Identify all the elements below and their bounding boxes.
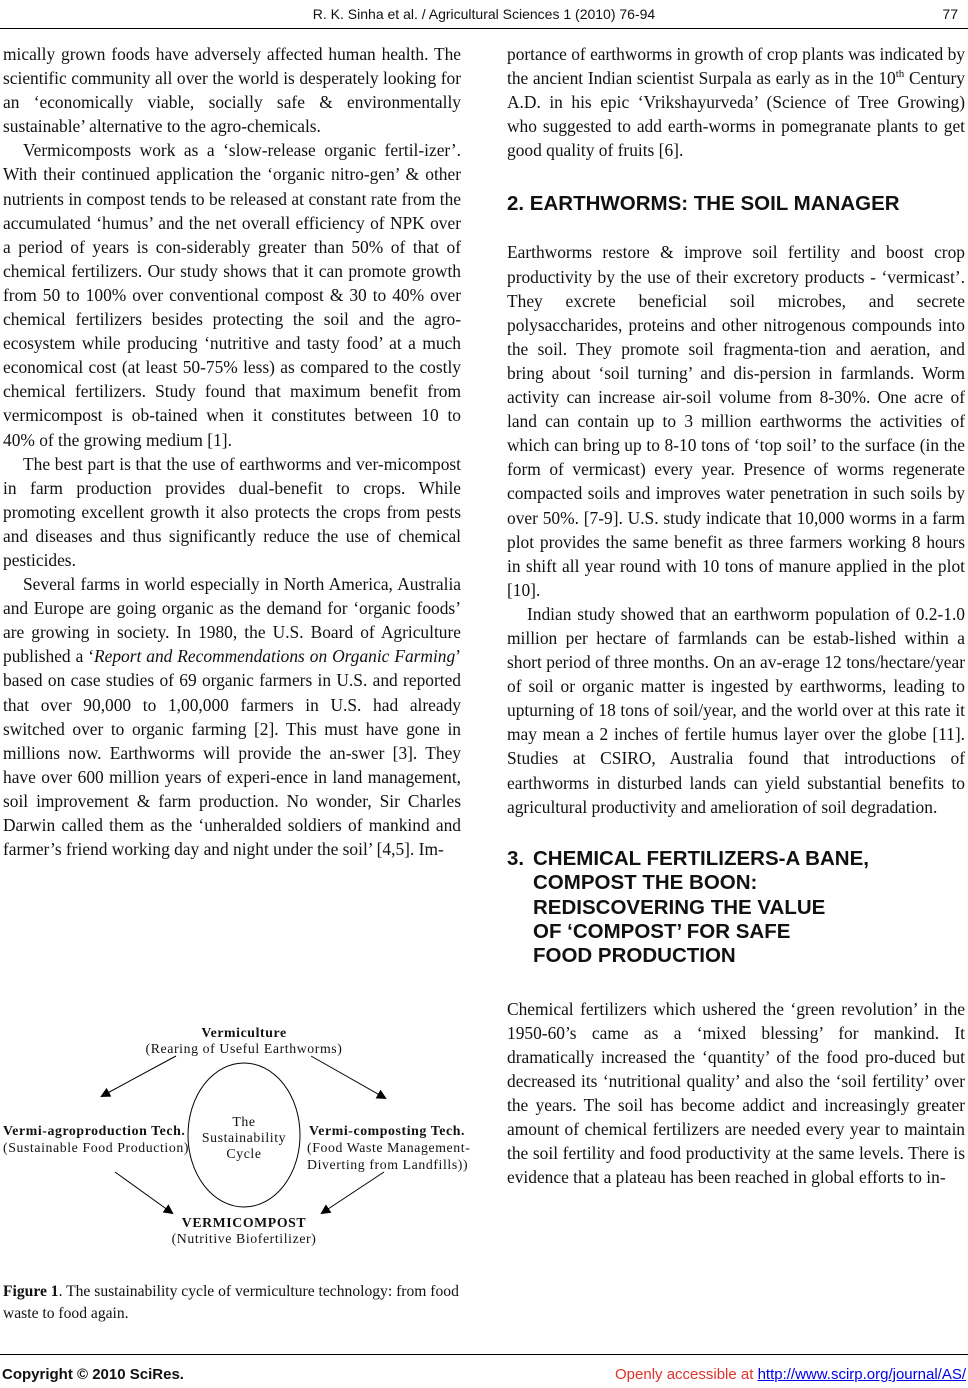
paragraph: Vermicomposts work as a ‘slow-release organic fertil-izer’. With their continued application the ‘organic nitro-gen’ & other nutrients in compost tends to be released at constant rate from the accumulated ‘humus’ and the net overall efficiency of NPK over a period of years is con-siderably greater than 50% of that of chemical fertilizers. Our study shows that it can promote growth from 50 to 100% over conventional compost & 30 to 40% over chemical fertilizers besides protecting the soil and the agro-ecosystem while producing ‘nutritive and tasty food’ at a much economical cost (at least 50-75% less) as compared to the costly chemical fertilizers. Study found that maximum benefit from vermicompost is ob-tained when it constitutes between 10 to 40% of the growing medium [1]. bbox=[3, 140, 461, 450]
copyright-text: Copyright © 2010 SciRes. bbox=[2, 1366, 184, 1383]
vermicompost-title: VERMICOMPOST bbox=[181, 1215, 307, 1230]
paragraph bbox=[3, 572, 461, 861]
arrow-top-right bbox=[311, 1056, 385, 1098]
paragraph: mically grown foods have adversely affected human health. The scientific community all over the world is desperately looking for an ‘economically viable, socially safe & environmentally sustainable’ alternative to the agro-chemicals. bbox=[3, 44, 461, 137]
section-3-line: REDISCOVERING THE VALUE bbox=[533, 895, 826, 919]
left-column bbox=[3, 42, 461, 861]
open-access-note bbox=[615, 1366, 966, 1383]
open-access-text: Openly accessible at bbox=[615, 1366, 758, 1383]
page-footer bbox=[0, 1366, 968, 1386]
vermicomposting-subtitle-2: Diverting from Landfills)) bbox=[307, 1157, 469, 1172]
vermicompost-subtitle: (Nutritive Biofertilizer) bbox=[171, 1231, 317, 1246]
paragraph: Indian study showed that an earthworm population of 0.2-1.0 million per hectare of farmlands can be estab-lished within a short period of three months. On an av-erage 12 tons/hectare/year of soil or organic matter is ingested by earthworms, leading to upturning of 18 tons of soil/year, and the world over at this rate it may mean a 2 inches of fertile humus layer over the globe [11]. Studies at CSIRO, Australia found that introductions of earthworms in disturbed lands can yield substantial benefits to agricultural productivity and amelioration of soil degradation. bbox=[507, 603, 965, 817]
arrow-top-left bbox=[102, 1056, 176, 1096]
header-rule bbox=[0, 28, 968, 29]
agroproduction-title: Vermi-agroproduction Tech. bbox=[3, 1123, 186, 1138]
paragraph: The best part is that the use of earthworms and ver-micompost in farm production provides dual-benefit to crops. While promoting excellent growth it also protects the crops from pests and diseases and thus significantly reduce the use of chemical pesticides. bbox=[3, 453, 461, 570]
section-3-number: 3. bbox=[507, 846, 525, 870]
figure-caption bbox=[3, 1281, 461, 1325]
section-3-heading bbox=[507, 847, 965, 969]
caption-text: . The sustainability cycle of vermiculture technology: from food waste to food again. bbox=[3, 1283, 459, 1322]
vermiculture-subtitle: (Rearing of Useful Earthworms) bbox=[145, 1041, 343, 1056]
center-label-3: Cycle bbox=[226, 1146, 262, 1161]
superscript: th bbox=[895, 68, 905, 81]
section-3-line: FOOD PRODUCTION bbox=[533, 944, 736, 968]
agroproduction-subtitle: (Sustainable Food Production) bbox=[3, 1140, 190, 1155]
journal-link[interactable]: http://www.scirp.org/journal/AS/ bbox=[757, 1366, 966, 1383]
paragraph-text: portance of earthworms in growth of crop plants was indicated by the ancient Indian scientist Surpala as early as in the 10 bbox=[507, 44, 965, 89]
arrow-bottom-right bbox=[322, 1172, 384, 1213]
vermicomposting-title: Vermi-composting Tech. bbox=[309, 1123, 466, 1138]
running-title: R. K. Sinha et al. / Agricultural Sciences 1 (2010) 76-94 bbox=[312, 6, 656, 22]
paragraph: Chemical fertilizers which ushered the ‘green revolution’ in the 1950-60’s came as a ‘mixed blessing’ for mankind. It dramatically increased the ‘quantity’ of the food pro-duced but decreased its ‘nutritional quality’ and also the ‘soil fertility’ over the years. The soil has become addict and increasingly greater amount of chemical fertilizers are needed every year to maintain the soil fertility and food productivity at the same levels. There is evidence that a plateau has been reached in global efforts to in- bbox=[507, 998, 965, 1188]
section-3-line: COMPOST THE BOON: bbox=[533, 871, 758, 895]
running-header bbox=[0, 6, 968, 28]
paragraph-text: Several farms in world especially in North America, Australia and Europe are going organic as the demand for ‘organic foods’ are growing in society. In 1980, the U.S. Board of Agriculture published a ‘ bbox=[3, 574, 461, 667]
figure-1 bbox=[0, 1018, 470, 1250]
vermicomposting-subtitle-1: (Food Waste Management- bbox=[307, 1140, 471, 1155]
caption-label: Figure 1 bbox=[3, 1283, 59, 1300]
page-number: 77 bbox=[942, 6, 958, 22]
section-3-line: OF ‘COMPOST’ FOR SAFE bbox=[533, 919, 791, 943]
vermiculture-title: Vermiculture bbox=[201, 1025, 287, 1040]
section-2-heading: 2. EARTHWORMS: THE SOIL MANAGER bbox=[507, 192, 900, 216]
paragraph-text: ’ based on case studies of 69 organic farmers in U.S. and reported that over 90,000 to 1,00,000 farmers in U.S. had already switched over to organic farming [2]. This must have gone in millions now. Earthworms will provide the an-swer [3]. They have over 600 million years of experi-ence in land management, soil improvement & farm production. No wonder, Sir Charles Darwin called them as the ‘unheralded soldiers of mankind and farmer’s friend working day and night under the soil’ [4,5]. Im- bbox=[3, 646, 461, 860]
right-column bbox=[507, 42, 965, 1190]
paragraph-text: Century A.D. in his epic ‘Vrikshayurveda’ (Science of Tree Growing) who suggested to add earth-worms in pomegranate plants to get good quality of fruits [6]. bbox=[507, 68, 966, 161]
center-label-1: The bbox=[232, 1114, 256, 1129]
paragraph: Earthworms restore & improve soil fertility and boost crop productivity by the use of their excretory products - ‘vermicast’. They excrete beneficial soil microbes, and secrete polysaccharides, proteins and other nitrogenous compounds into the soil. They promote soil fragmenta-tion and aeration, and bring about ‘soil turning’ and dis-persion in farmlands. Worm activity can increase air-soil volume from 8-30%. One acre of land can contain up to 3 million earthworms the activities of which can bring up to 8-10 tons of ‘top soil’ to the surface (in the form of vermicast) every year. Presence of worms regenerate compacted soils and improves water penetration in such soils by over 50%. [7-9]. U.S. study indicate that 10,000 worms in a farm plot provides the same benefit as three farmers working 8 hours in shift all year round with 10 tons of manure applied in the plot [10]. bbox=[507, 242, 965, 600]
report-title: Report and Recommendations on Organic Farming bbox=[94, 646, 456, 667]
arrow-bottom-left bbox=[115, 1172, 172, 1213]
paragraph bbox=[507, 42, 965, 162]
center-label-2: Sustainability bbox=[201, 1130, 287, 1145]
footer-rule bbox=[0, 1354, 968, 1355]
section-3-line: CHEMICAL FERTILIZERS-A BANE, bbox=[533, 846, 869, 870]
